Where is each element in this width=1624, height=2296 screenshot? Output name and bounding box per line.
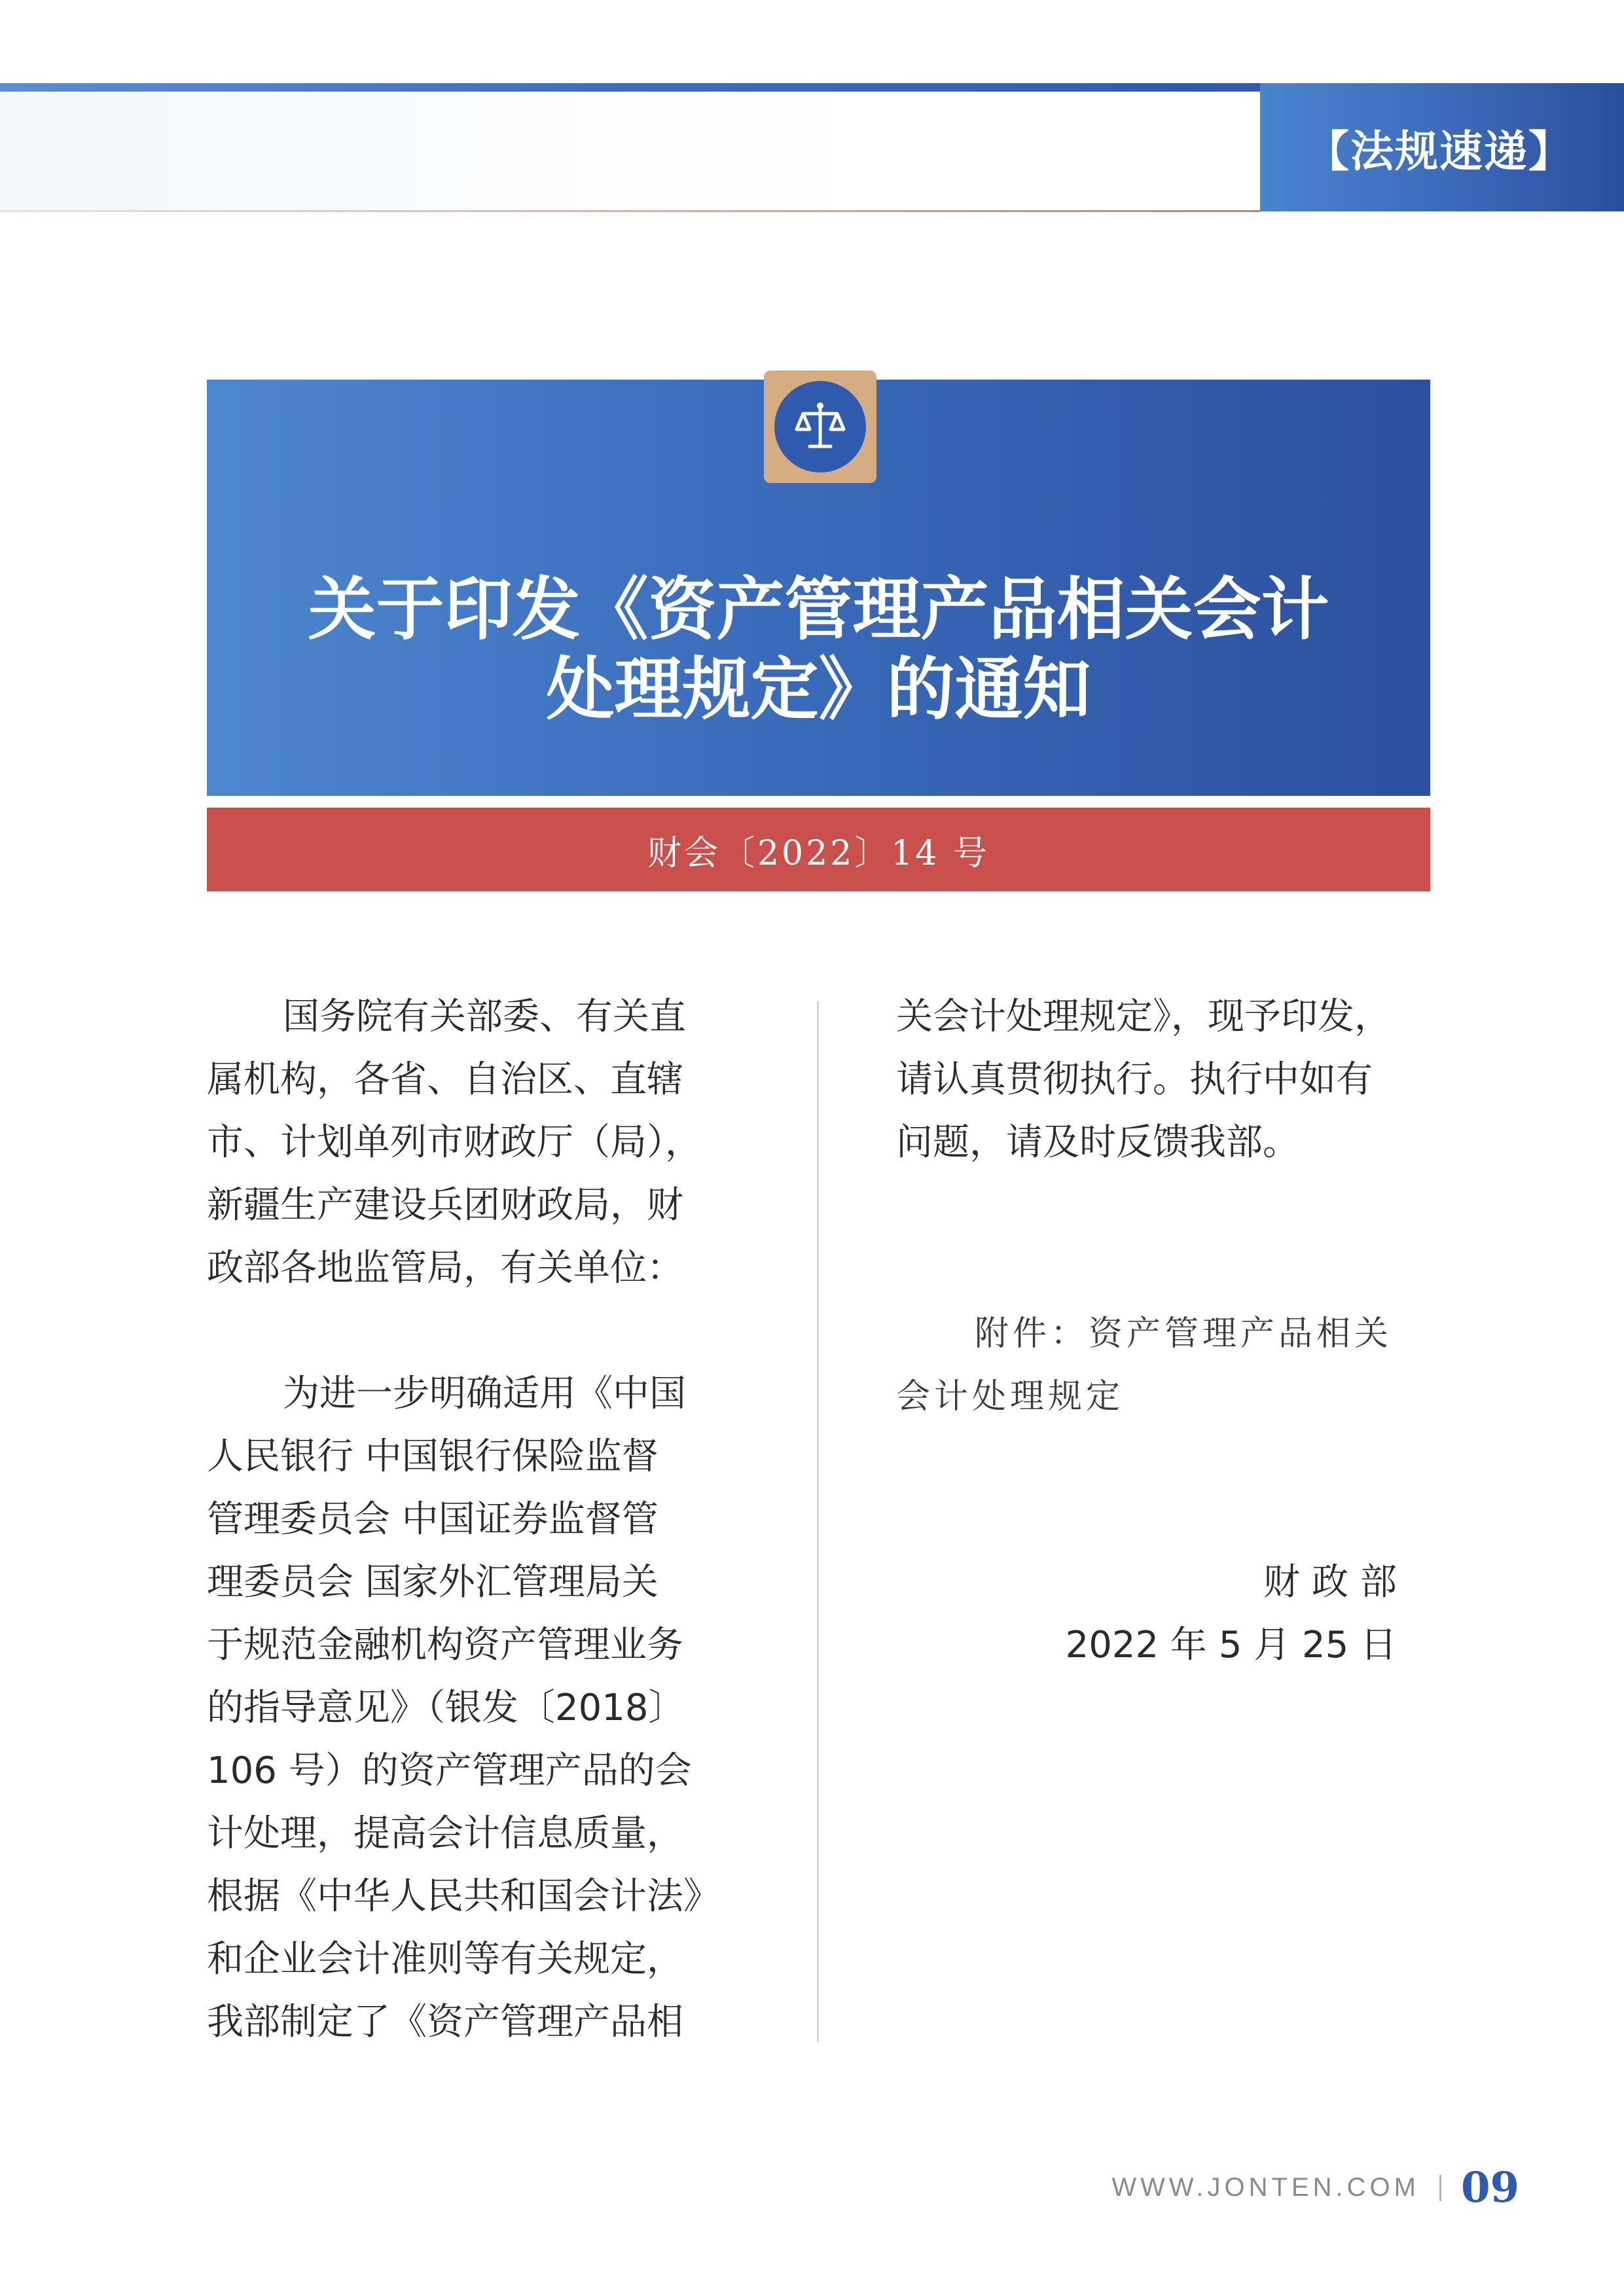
signature-block	[896, 1551, 1409, 1677]
body-line: 关会计处理规定》，现予印发，	[896, 996, 1391, 1038]
body-line: 管理委员会 中国证券监督管	[207, 1498, 659, 1541]
document-number-bar	[207, 808, 1430, 891]
page-number: 09	[1460, 2163, 1519, 2212]
attachment-note	[896, 1302, 1433, 1428]
body-line: 市、计划单列市财政厅（局），	[207, 1121, 702, 1164]
body-left-column	[207, 986, 724, 2054]
title-emblem	[764, 370, 876, 483]
body-line: 新疆生产建设兵团财政局，财	[207, 1184, 683, 1227]
header-red-rule	[0, 210, 1260, 212]
signature-date: 2022 年 5 月 25 日	[1065, 1624, 1397, 1666]
footer-separator	[1439, 2175, 1441, 2201]
paragraph-gap	[207, 1300, 724, 1363]
body-line: 于规范金融机构资产管理业务	[207, 1624, 683, 1666]
body-line: 问题，请及时反馈我部。	[896, 1121, 1299, 1164]
body-line: 106 号）的资产管理产品的会	[207, 1749, 692, 1792]
header-band	[0, 92, 1260, 211]
header-accent-line	[0, 83, 1260, 92]
document-number: 财会〔2022〕14 号	[647, 833, 990, 873]
section-tab-label: 【法规速递】	[1306, 125, 1573, 177]
body-right-column	[896, 986, 1433, 1174]
title-line: 关于印发《资产管理产品相关会计	[308, 569, 1329, 649]
body-line: 人民银行 中国银行保险监督	[207, 1435, 659, 1478]
emblem-circle	[774, 381, 866, 473]
body-line: 政部各地监管局，有关单位：	[207, 1247, 683, 1289]
body-line: 请认真贯彻执行。执行中如有	[896, 1058, 1373, 1101]
attachment-line: 附件：资产管理产品相关	[975, 1314, 1393, 1354]
body-line: 和企业会计准则等有关规定，	[207, 1938, 683, 1981]
body-line: 我部制定了《资产管理产品相	[207, 2001, 683, 2043]
body-line: 的指导意见》（银发〔2018〕	[207, 1687, 685, 1729]
body-line: 国务院有关部委、有关直	[283, 996, 686, 1038]
attachment-line: 会计处理规定	[896, 1377, 1125, 1416]
body-line: 属机构，各省、自治区、直辖	[207, 1058, 683, 1101]
body-line: 根据《中华人民共和国会计法》	[207, 1875, 720, 1918]
column-divider	[817, 1001, 819, 2042]
body-line: 为进一步明确适用《中国	[283, 1372, 686, 1415]
footer-url[interactable]: WWW.JONTEN.COM	[1111, 2173, 1420, 2202]
signature-org: 财政部	[1263, 1561, 1409, 1604]
page-footer	[1111, 2163, 1519, 2212]
body-line: 理委员会 国家外汇管理局关	[207, 1561, 659, 1604]
page-title	[207, 569, 1430, 729]
section-tab	[1260, 83, 1624, 211]
scales-of-justice-icon	[790, 397, 850, 457]
body-line: 计处理，提高会计信息质量，	[207, 1812, 683, 1855]
title-line: 处理规定》的通知	[546, 649, 1091, 729]
